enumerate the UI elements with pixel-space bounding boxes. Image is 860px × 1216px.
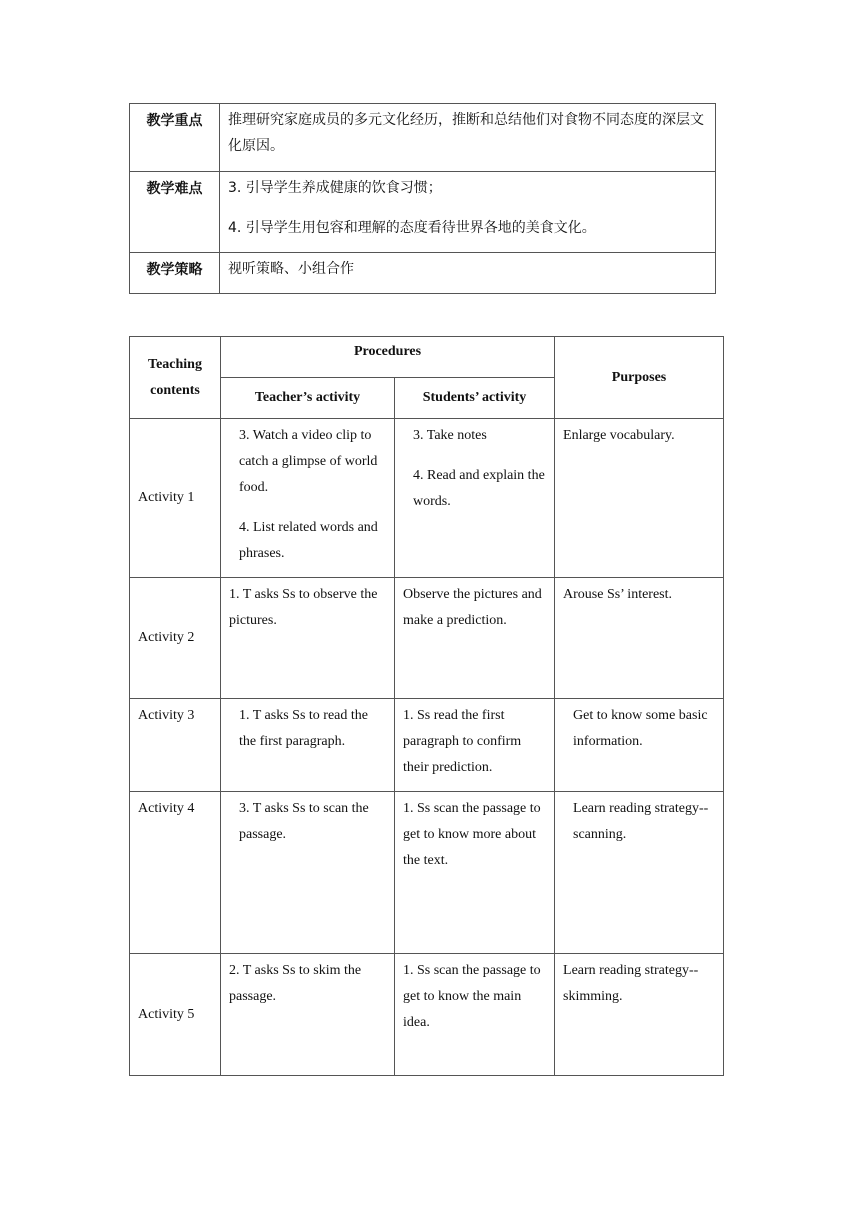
activity-name: Activity 3	[130, 699, 221, 792]
purpose: Get to know some basic information.	[555, 699, 724, 792]
students-activity: 1. Ss scan the passage to get to know the main idea.	[395, 954, 555, 1076]
teacher-activity: 1. T asks Ss to read the the first paragraph.	[221, 699, 395, 792]
table-row	[130, 699, 724, 792]
students-activity: 1. Ss scan the passage to get to know more about the text.	[395, 792, 555, 954]
row-label: 教学策略	[130, 253, 220, 294]
table-row	[130, 578, 724, 699]
row-label: 教学难点	[130, 172, 220, 253]
table-row	[130, 954, 724, 1076]
teaching-contents-header: Teaching contents	[130, 337, 221, 419]
activity-name: Activity 5	[130, 954, 221, 1076]
students-activity: Observe the pictures and make a prediction.	[395, 578, 555, 699]
table-row	[130, 792, 724, 954]
procedures-header: Procedures	[221, 337, 555, 378]
purpose: Learn reading strategy--skimming.	[555, 954, 724, 1076]
purpose: Arouse Ss’ interest.	[555, 578, 724, 699]
students-activity: 3. Take notes 4. Read and explain the words.	[395, 419, 555, 578]
table-row	[130, 172, 716, 253]
teacher-activity: 3. T asks Ss to scan the passage.	[221, 792, 395, 954]
row-content: 推理研究家庭成员的多元文化经历，推断和总结他们对食物不同态度的深层文化原因。	[220, 104, 716, 172]
teaching-focus-table	[129, 103, 716, 294]
activity-name: Activity 2	[130, 578, 221, 699]
purpose: Enlarge vocabulary.	[555, 419, 724, 578]
purpose: Learn reading strategy--scanning.	[555, 792, 724, 954]
purposes-header: Purposes	[555, 337, 724, 419]
teacher-activity: 2. T asks Ss to skim the passage.	[221, 954, 395, 1076]
header-row	[130, 337, 724, 378]
row-label: 教学重点	[130, 104, 220, 172]
table-row	[130, 419, 724, 578]
table-row	[130, 253, 716, 294]
teacher-activity: 3. Watch a video clip to catch a glimpse of world food. 4. List related words and phrases.	[221, 419, 395, 578]
table-row	[130, 104, 716, 172]
row-content: 视听策略、小组合作	[220, 253, 716, 294]
teacher-activity: 1. T asks Ss to observe the pictures.	[221, 578, 395, 699]
activity-name: Activity 1	[130, 419, 221, 578]
students-activity-header: Students’ activity	[395, 378, 555, 419]
students-activity: 1. Ss read the first paragraph to confirm their prediction.	[395, 699, 555, 792]
procedures-table	[129, 336, 724, 1076]
row-content: 3. 引导学生养成健康的饮食习惯； 4. 引导学生用包容和理解的态度看待世界各地的美食文化。	[220, 172, 716, 253]
activity-name: Activity 4	[130, 792, 221, 954]
teacher-activity-header: Teacher’s activity	[221, 378, 395, 419]
